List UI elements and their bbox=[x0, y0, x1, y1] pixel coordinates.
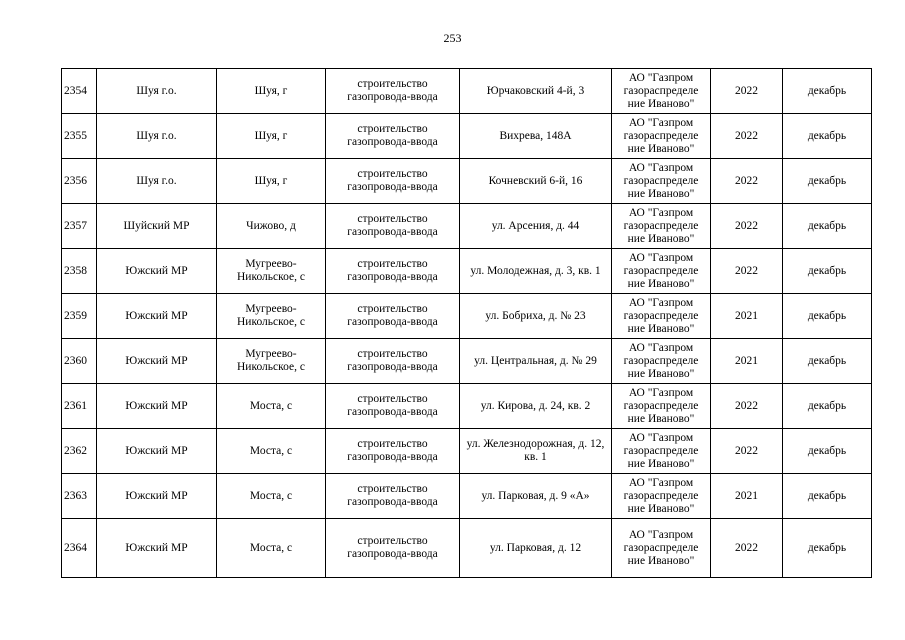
cell-organization: АО "Газпром газораспределе ние Иваново" bbox=[612, 204, 711, 249]
table-row bbox=[62, 294, 872, 339]
cell-organization: АО "Газпром газораспределе ние Иваново" bbox=[612, 474, 711, 519]
table-row bbox=[62, 429, 872, 474]
cell-address: ул. Молодежная, д. 3, кв. 1 bbox=[460, 249, 612, 294]
cell-number: 2364 bbox=[62, 519, 97, 578]
registry-table bbox=[61, 68, 872, 578]
cell-locality: Моста, с bbox=[217, 429, 326, 474]
cell-locality: Мугреево-Никольское, с bbox=[217, 249, 326, 294]
cell-month: декабрь bbox=[783, 519, 872, 578]
cell-address: Вихрева, 148А bbox=[460, 114, 612, 159]
cell-month: декабрь bbox=[783, 384, 872, 429]
cell-year: 2022 bbox=[711, 159, 783, 204]
cell-address: ул. Железнодорожная, д. 12, кв. 1 bbox=[460, 429, 612, 474]
cell-number: 2354 bbox=[62, 69, 97, 114]
cell-number: 2361 bbox=[62, 384, 97, 429]
table-row bbox=[62, 114, 872, 159]
cell-locality: Моста, с bbox=[217, 519, 326, 578]
cell-work-type: строительство газопровода-ввода bbox=[326, 249, 460, 294]
cell-address: ул. Парковая, д. 9 «А» bbox=[460, 474, 612, 519]
cell-work-type: строительство газопровода-ввода bbox=[326, 474, 460, 519]
cell-number: 2362 bbox=[62, 429, 97, 474]
cell-month: декабрь bbox=[783, 114, 872, 159]
cell-organization: АО "Газпром газораспределе ние Иваново" bbox=[612, 69, 711, 114]
cell-year: 2022 bbox=[711, 114, 783, 159]
cell-year: 2022 bbox=[711, 249, 783, 294]
cell-month: декабрь bbox=[783, 159, 872, 204]
cell-number: 2363 bbox=[62, 474, 97, 519]
cell-work-type: строительство газопровода-ввода bbox=[326, 69, 460, 114]
cell-month: декабрь bbox=[783, 294, 872, 339]
cell-year: 2021 bbox=[711, 474, 783, 519]
cell-work-type: строительство газопровода-ввода bbox=[326, 519, 460, 578]
cell-organization: АО "Газпром газораспределе ние Иваново" bbox=[612, 384, 711, 429]
cell-locality: Мугреево-Никольское, с bbox=[217, 339, 326, 384]
cell-work-type: строительство газопровода-ввода bbox=[326, 384, 460, 429]
cell-month: декабрь bbox=[783, 204, 872, 249]
cell-work-type: строительство газопровода-ввода bbox=[326, 429, 460, 474]
cell-district: Южский МР bbox=[97, 249, 217, 294]
cell-number: 2358 bbox=[62, 249, 97, 294]
cell-month: декабрь bbox=[783, 69, 872, 114]
cell-year: 2022 bbox=[711, 429, 783, 474]
cell-address: ул. Бобриха, д. № 23 bbox=[460, 294, 612, 339]
cell-district: Шуя г.о. bbox=[97, 159, 217, 204]
page-number: 253 bbox=[443, 31, 462, 45]
table-row bbox=[62, 204, 872, 249]
table-row bbox=[62, 249, 872, 294]
table-row bbox=[62, 474, 872, 519]
table-row bbox=[62, 339, 872, 384]
cell-locality: Шуя, г bbox=[217, 69, 326, 114]
cell-organization: АО "Газпром газораспределе ние Иваново" bbox=[612, 294, 711, 339]
cell-address: ул. Кирова, д. 24, кв. 2 bbox=[460, 384, 612, 429]
cell-address: ул. Арсения, д. 44 bbox=[460, 204, 612, 249]
cell-address: Кочневский 6-й, 16 bbox=[460, 159, 612, 204]
cell-month: декабрь bbox=[783, 249, 872, 294]
cell-district: Шуя г.о. bbox=[97, 69, 217, 114]
cell-year: 2022 bbox=[711, 519, 783, 578]
cell-organization: АО "Газпром газораспределе ние Иваново" bbox=[612, 519, 711, 578]
cell-locality: Шуя, г bbox=[217, 159, 326, 204]
cell-year: 2022 bbox=[711, 69, 783, 114]
cell-month: декабрь bbox=[783, 339, 872, 384]
cell-organization: АО "Газпром газораспределе ние Иваново" bbox=[612, 249, 711, 294]
table-row bbox=[62, 69, 872, 114]
cell-year: 2022 bbox=[711, 384, 783, 429]
cell-work-type: строительство газопровода-ввода bbox=[326, 339, 460, 384]
cell-locality: Мугреево-Никольское, с bbox=[217, 294, 326, 339]
cell-district: Южский МР bbox=[97, 474, 217, 519]
cell-number: 2357 bbox=[62, 204, 97, 249]
table-row bbox=[62, 159, 872, 204]
cell-locality: Моста, с bbox=[217, 384, 326, 429]
cell-address: Юрчаковский 4-й, 3 bbox=[460, 69, 612, 114]
cell-work-type: строительство газопровода-ввода bbox=[326, 294, 460, 339]
cell-year: 2021 bbox=[711, 294, 783, 339]
cell-year: 2021 bbox=[711, 339, 783, 384]
cell-number: 2356 bbox=[62, 159, 97, 204]
cell-number: 2355 bbox=[62, 114, 97, 159]
cell-organization: АО "Газпром газораспределе ние Иваново" bbox=[612, 429, 711, 474]
cell-organization: АО "Газпром газораспределе ние Иваново" bbox=[612, 114, 711, 159]
cell-number: 2359 bbox=[62, 294, 97, 339]
cell-organization: АО "Газпром газораспределе ние Иваново" bbox=[612, 159, 711, 204]
cell-district: Южский МР bbox=[97, 294, 217, 339]
cell-month: декабрь bbox=[783, 429, 872, 474]
cell-district: Южский МР bbox=[97, 339, 217, 384]
cell-month: декабрь bbox=[783, 474, 872, 519]
cell-locality: Моста, с bbox=[217, 474, 326, 519]
cell-year: 2022 bbox=[711, 204, 783, 249]
table-row bbox=[62, 519, 872, 578]
cell-district: Южский МР bbox=[97, 384, 217, 429]
cell-address: ул. Парковая, д. 12 bbox=[460, 519, 612, 578]
cell-locality: Шуя, г bbox=[217, 114, 326, 159]
cell-work-type: строительство газопровода-ввода bbox=[326, 159, 460, 204]
cell-district: Шуя г.о. bbox=[97, 114, 217, 159]
cell-address: ул. Центральная, д. № 29 bbox=[460, 339, 612, 384]
cell-number: 2360 bbox=[62, 339, 97, 384]
cell-organization: АО "Газпром газораспределе ние Иваново" bbox=[612, 339, 711, 384]
cell-district: Шуйский МР bbox=[97, 204, 217, 249]
cell-work-type: строительство газопровода-ввода bbox=[326, 204, 460, 249]
cell-work-type: строительство газопровода-ввода bbox=[326, 114, 460, 159]
cell-locality: Чижово, д bbox=[217, 204, 326, 249]
table-row bbox=[62, 384, 872, 429]
cell-district: Южский МР bbox=[97, 429, 217, 474]
cell-district: Южский МР bbox=[97, 519, 217, 578]
